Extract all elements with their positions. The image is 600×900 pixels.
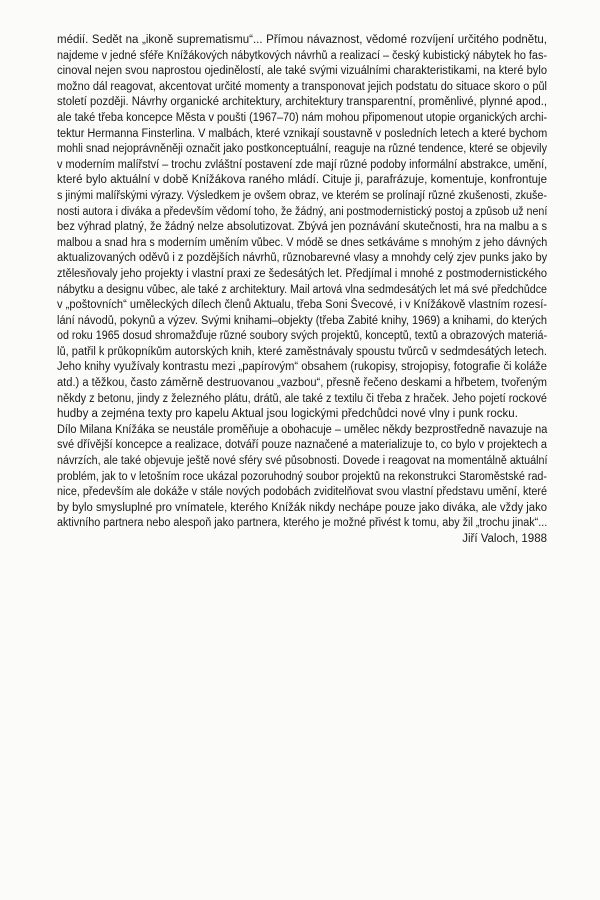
text-line: by bylo smysluplné pro vnímatele, kterého Knížák nikdy nechápe pouze jako diváka, ale vždy jako xyxy=(57,501,548,514)
text-line: mohli snad nejoprávněněji označit jako postkonceptuální, reaguje na různé tendence, které se objevily xyxy=(57,143,547,156)
text-line: hudby a zejména texty pro kapelu Aktual jsou logickými předchůdci nové vlny i punk rocku. xyxy=(57,408,518,421)
text-line: v „poštovních“ uměleckých dílech členů Aktualu, třeba Soni Švecové, i v Knížákově vlastním rozesí- xyxy=(57,299,548,312)
text-line: své dřívější koncepce a realizace, dotváří pouze naznačené a materializuje to, co bylo v projektech a xyxy=(57,439,548,452)
text-line: lů, patřil k průkopníkům autorských knih, které zaměstnávaly spoustu tvůrců v sedmdesátých letech. xyxy=(57,345,548,358)
text-line: médií. Sedět na „ikoně suprematismu“... Přímou návaznost, vědomé rozvíjení určitého podnětu, xyxy=(57,34,547,46)
text-line: najdeme v jedné sféře Knížákových nábytkových návrhů a realizací – český kubistický nábytek ho fas- xyxy=(57,49,547,62)
text-line: které bylo aktuální v době Knížákova raného mládí. Cituje ji, parafrázuje, komentuje, konfrontuje xyxy=(57,174,547,187)
body-text xyxy=(57,33,547,548)
text-line: nábytku a designu vůbec, ale také z architektury. Mail artová vlna sedmdesátých let má své předchůdce xyxy=(57,283,547,296)
text-line: v moderním malířství – trochu zvláštní postavení zde mají různé podoby informální abstrakce, umění, xyxy=(57,158,548,171)
text-line: Dílo Milana Knížáka se neustále proměňuje a obohacuje – umělec někdy bezprostředně navazuje na xyxy=(57,423,548,436)
text-line: aktualizovaných oděvů i z pozdějších návrhů, různobarevné vlasy a mnohdy celý zjev punks jako by xyxy=(57,252,548,265)
text-line: nosti autora i diváka a především vědomí toho, že žádný, ani postmodernistický postoj a způsob už není xyxy=(57,205,548,218)
text-line: od roku 1965 dosud shromažďuje různé soubory svých projektů, konceptů, textů a obrazových materiá- xyxy=(57,330,548,343)
text-line: století později. Návrhy organické architektury, architektury transparentní, proměnlivé, plynné apod., xyxy=(57,96,548,109)
text-line: atd.) a těžkou, často záměrně destruovanou „vazbou“, přesně řečeno deskami a hřbetem, tvořeným xyxy=(57,377,548,390)
text-line: bez výhrad platný, že žádný nelze absolutizovat. Zbývá jen poznávání skutečnosti, hra na malbu a s xyxy=(57,221,548,234)
text-line: cinoval nejen svou naprostou ojedinělostí, ale také svými vizuálními charakteristikami, na které bylo xyxy=(57,65,548,78)
text-line: s jinými malířskými výrazy. Výsledkem je ovšem obraz, ve kterém se prolínají různé zkušenosti, zkuše- xyxy=(57,189,548,202)
text-line: ztělesňovaly jeho projekty i vlastní praxi ze šedesátých let. Předjímal i mnohé z postmodernistického xyxy=(57,267,547,280)
text-line: možno dál reagovat, akcentovat určité momenty a transponovat jejich podstatu do situace skoro o půl xyxy=(57,80,547,93)
text-line: problém, jak to v letošním roce ukázal pozoruhodný soubor projektů na rekonstrukci Staroměstské rad- xyxy=(57,470,547,483)
text-line: nice, především ale dokáže v stále nových podobách zviditelňovat svou vlastní představu umění, které xyxy=(57,486,548,499)
author-signature: Jiří Valoch, 1988 xyxy=(462,533,547,545)
text-line: návrzích, ale také objevuje ještě nové sféry své působnosti. Dovede i reagovat na momentálně aktuální xyxy=(57,455,548,468)
text-line: aktivního partnera nebo alespoň jako partnera, kterého je možné přivést k tomu, aby žil „trochu jinak“... xyxy=(57,517,548,530)
text-line: Jeho knihy využívaly kontrastu mezi „papírovým“ obsahem (rukopisy, strojopisy, fotografie či koláže xyxy=(57,361,547,374)
text-line: malbou a snad hra s moderním uměním vůbec. V módě se dnes setkáváme s mnohým z jeho dávných xyxy=(57,236,548,249)
text-line: lání návodů, pokynů a výzev. Svými knihami–objekty (třeba Zabité knihy, 1969) a knihami, do kterých xyxy=(57,314,548,327)
text-line: tektur Hermanna Finsterlina. V malbách, které vznikají soustavně v posledních letech a které bychom xyxy=(57,127,548,140)
text-line: ale také třeba koncepce Města v poušti (1967–70) nám mohou připomenout utopie organických archi- xyxy=(57,111,548,124)
text-line: někdy z betonu, jindy z železného plátu, drátů, ale také z textilu či třeba z hraček. Jeho pojetí rockové xyxy=(57,392,547,405)
